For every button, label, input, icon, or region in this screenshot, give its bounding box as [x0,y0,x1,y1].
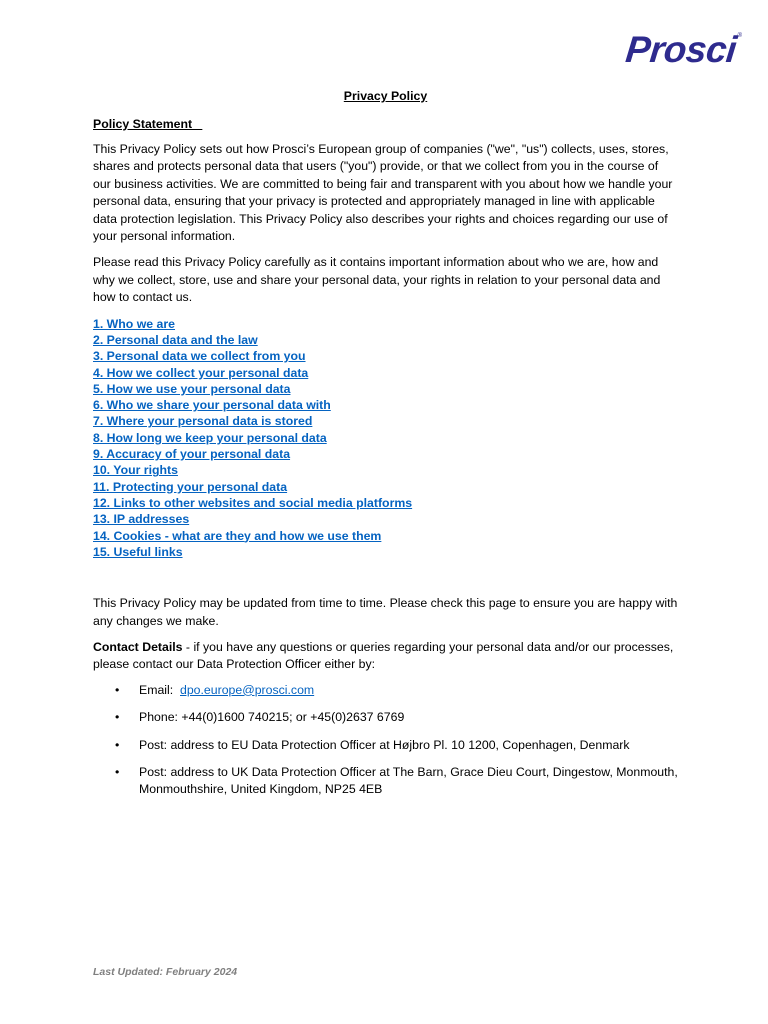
toc-link-ip-addresses[interactable]: 13. IP addresses [93,512,190,527]
toc-item [93,462,678,478]
post-eu-text: Post: address to EU Data Protection Officer at Højbro Pl. 10 1200, Copenhagen, Denmark [139,737,630,752]
bullet-icon: • [115,737,120,752]
phone-text: Phone: +44(0)1600 740215; or +45(0)2637 6769 [139,710,405,725]
toc-link-useful-links[interactable]: 15. Useful links [93,544,183,559]
toc-link-how-long-kept[interactable]: 8. How long we keep your personal data [93,430,327,445]
toc-link-cookies[interactable]: 14. Cookies - what are they and how we use them [93,528,382,543]
toc-item [93,446,678,462]
document-body [93,88,678,809]
toc-link-data-we-collect[interactable]: 3. Personal data we collect from you [93,349,306,364]
logo-text: Prosci [624,29,739,70]
toc-item [93,479,678,495]
table-of-contents [93,316,678,560]
toc-link-how-we-use[interactable]: 5. How we use your personal data [93,381,291,396]
post-uk-text: Post: address to UK Data Protection Officer at The Barn, Grace Dieu Court, Dingestow, Monmouth, Monmouthshire, United Kingdom, NP25 4EB [139,764,678,797]
toc-item [93,495,678,511]
toc-item [93,544,678,560]
toc-link-where-stored[interactable]: 7. Where your personal data is stored [93,414,313,429]
toc-item [93,511,678,527]
toc-link-protecting-data[interactable]: 11. Protecting your personal data [93,479,288,494]
toc-link-accuracy[interactable]: 9. Accuracy of your personal data [93,447,291,462]
toc-item [93,348,678,364]
email-label: Email: [139,682,180,697]
contact-details-text: - if you have any questions or queries regarding your personal data and/or our processes, please contact our Data Protection Officer either by: [93,639,674,672]
toc-item [93,316,678,332]
contact-methods-list [93,682,678,799]
toc-item [93,397,678,413]
intro-paragraph: This Privacy Policy sets out how Prosci’s European group of companies ("we", "us") collects, uses, stores, shares and protects personal data that users ("you") provide, or that we collect from you in the course of our business activities. We are committed to being fair and transparent with you about how we handle your personal data, ensuring that your privacy is protected and appropriately managed in line with applicable data protection legislation. This Privacy Policy also describes your rights and choices regarding our use of your personal information. [93,142,673,244]
last-updated-footer: Last Updated: February 2024 [93,966,238,978]
contact-details-label: Contact Details [93,639,183,654]
toc-item [93,381,678,397]
contact-post-eu-item [93,737,678,754]
toc-item [93,365,678,381]
toc-item [93,528,678,544]
bullet-icon: • [115,764,120,779]
toc-link-your-rights[interactable]: 10. Your rights [93,463,178,478]
toc-link-who-we-are[interactable]: 1. Who we are [93,316,176,331]
spacer [93,560,678,586]
toc-link-personal-data-law[interactable]: 2. Personal data and the law [93,332,258,347]
toc-item [93,413,678,429]
toc-link-who-we-share-with[interactable]: 6. Who we share your personal data with [93,398,331,413]
contact-email-item [93,682,678,699]
page-title: Privacy Policy [343,89,428,103]
bullet-icon: • [115,682,120,697]
email-link[interactable]: dpo.europe@prosci.com [180,682,315,697]
registered-mark: ® [737,33,742,39]
toc-item [93,332,678,348]
contact-phone-item [93,709,678,726]
bullet-icon: • [115,710,120,725]
prosci-logo [626,31,742,69]
contact-paragraph [93,639,678,674]
update-note-paragraph: This Privacy Policy may be updated from time to time. Please check this page to ensure you are happy with any changes we make. [93,596,678,628]
policy-statement-heading: Policy Statement [93,117,203,131]
toc-link-how-we-collect[interactable]: 4. How we collect your personal data [93,365,309,380]
toc-item [93,430,678,446]
toc-link-other-websites[interactable]: 12. Links to other websites and social media platforms [93,495,413,510]
read-carefully-paragraph: Please read this Privacy Policy carefully as it contains important information about who we are, how and why we collect, store, use and share your personal data, your rights in relation to your personal data and how to contact us. [93,255,661,305]
contact-post-uk-item [93,764,678,799]
